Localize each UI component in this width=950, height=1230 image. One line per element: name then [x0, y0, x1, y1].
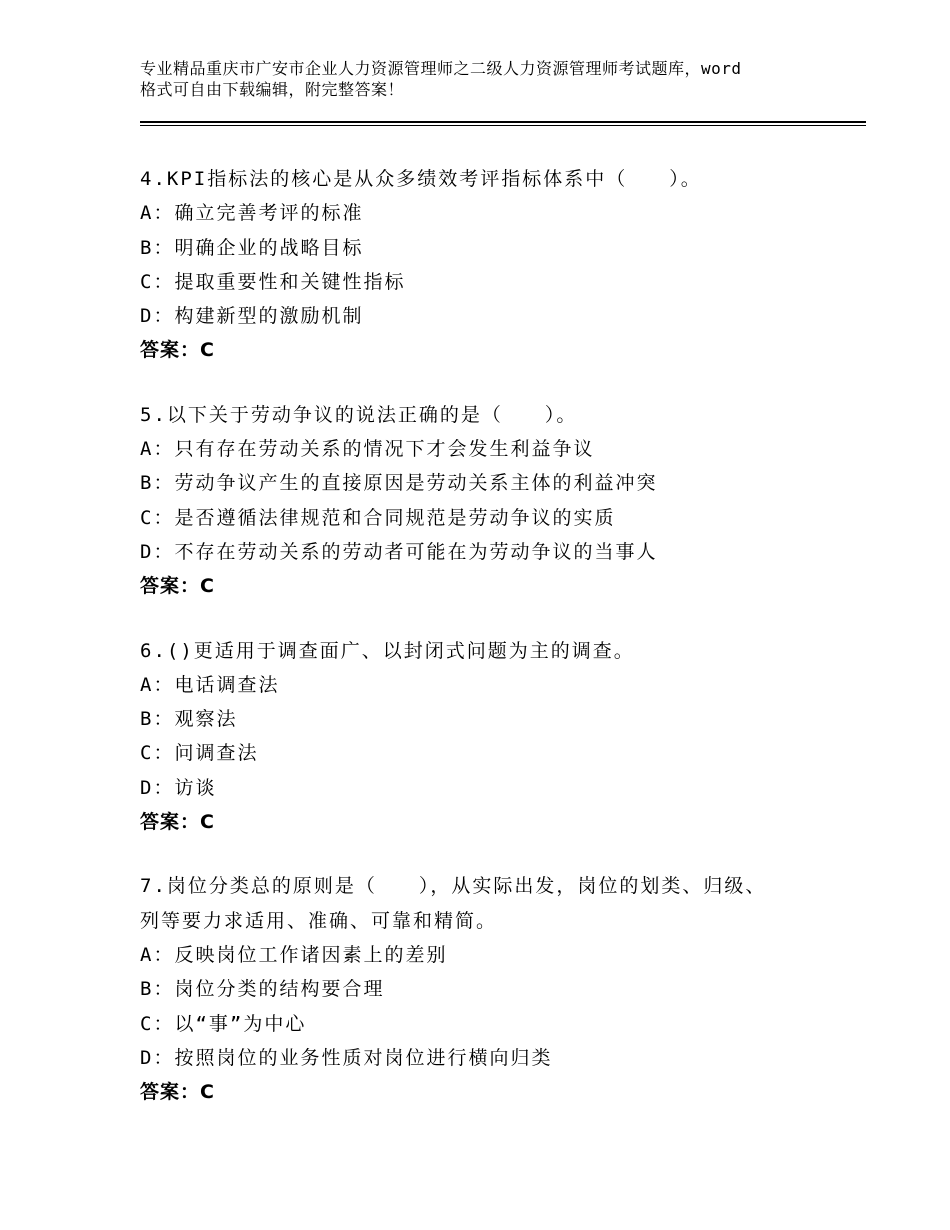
option-d: D：构建新型的激励机制 — [140, 305, 364, 328]
answer: 答案：C — [140, 1081, 215, 1104]
question-7 — [140, 869, 860, 1109]
answer: 答案：C — [140, 339, 215, 362]
option-a: A：电话调查法 — [140, 673, 280, 696]
question-stem: 4.KPI指标法的核心是从众多绩效考评指标体系中（ ）。 — [140, 168, 702, 190]
option-a: A：确立完善考评的标准 — [140, 202, 364, 225]
question-stem-line-2: 列等要力求适用、准确、可靠和精简。 — [140, 909, 498, 932]
header-line-1: 专业精品重庆市广安市企业人力资源管理师之二级人力资源管理师考试题库，word — [140, 59, 742, 78]
question-5 — [140, 398, 860, 604]
header-divider-thin — [140, 125, 866, 126]
option-b: B：岗位分类的结构要合理 — [140, 978, 385, 1001]
option-b: B：明确企业的战略目标 — [140, 236, 364, 259]
header-divider — [140, 121, 866, 123]
question-6 — [140, 634, 860, 840]
option-d: D：不存在劳动关系的劳动者可能在为劳动争议的当事人 — [140, 540, 658, 563]
question-4 — [140, 162, 860, 368]
question-stem-line-1: 7.岗位分类总的原则是（ ），从实际出发，岗位的划类、归级、 — [140, 875, 767, 898]
option-d: D：按照岗位的业务性质对岗位进行横向归类 — [140, 1046, 553, 1069]
document-header — [140, 58, 840, 100]
header-line-2: 格式可自由下载编辑，附完整答案！ — [140, 80, 405, 99]
answer: 答案：C — [140, 811, 215, 834]
option-c: C：是否遵循法律规范和合同规范是劳动争议的实质 — [140, 506, 616, 529]
option-d: D：访谈 — [140, 776, 217, 799]
option-b: B：观察法 — [140, 708, 238, 731]
question-list — [140, 162, 860, 1139]
option-c: C：以“事”为中心 — [140, 1012, 307, 1035]
question-stem: 5.以下关于劳动争议的说法正确的是（ ）。 — [140, 403, 578, 426]
option-a: A：只有存在劳动关系的情况下才会发生利益争议 — [140, 438, 595, 461]
answer: 答案：C — [140, 575, 215, 598]
option-c: C：提取重要性和关键性指标 — [140, 270, 406, 293]
option-b: B：劳动争议产生的直接原因是劳动关系主体的利益冲突 — [140, 472, 658, 495]
option-a: A：反映岗位工作诸因素上的差别 — [140, 943, 448, 966]
option-c: C：问调查法 — [140, 742, 259, 765]
question-stem: 6.()更适用于调查面广、以封闭式问题为主的调查。 — [140, 639, 635, 662]
